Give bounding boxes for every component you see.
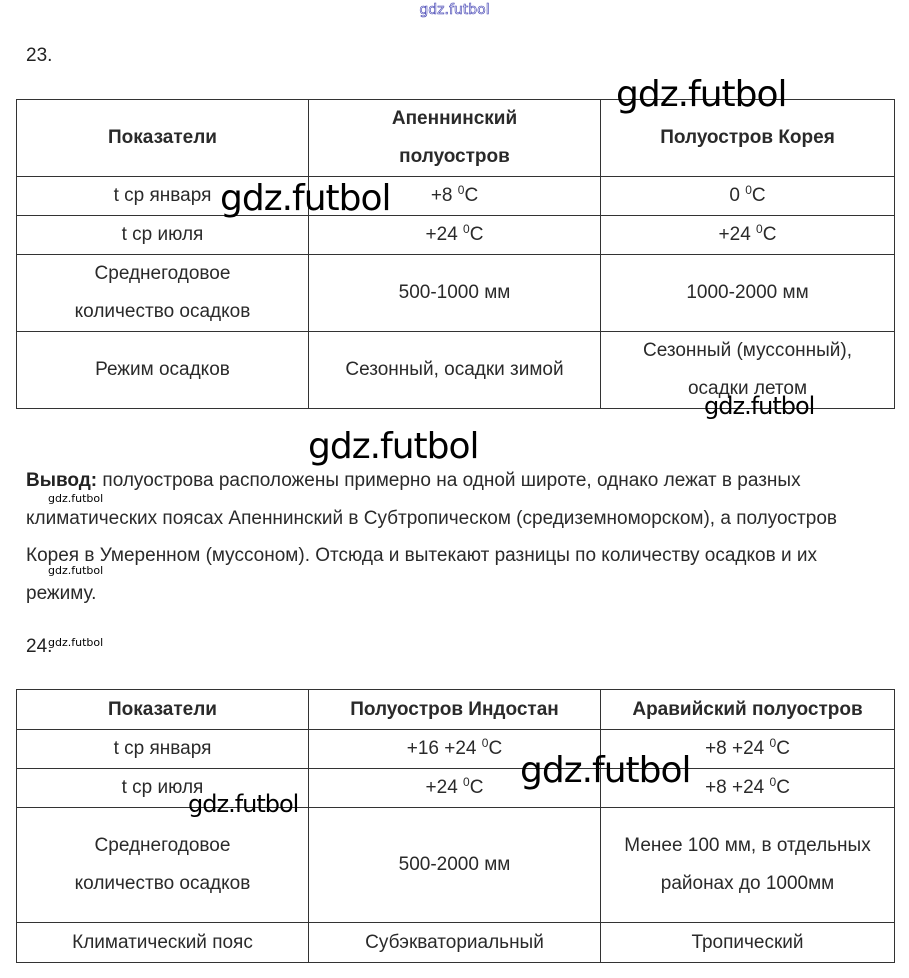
table-row bbox=[17, 808, 895, 923]
header-cell: Показатели bbox=[17, 100, 309, 177]
table-row bbox=[17, 923, 895, 963]
row-label: t ср января bbox=[17, 730, 309, 769]
task-23-table bbox=[16, 99, 895, 409]
row-label: t ср июля bbox=[17, 769, 309, 808]
row-label: Климатический пояс bbox=[17, 923, 309, 963]
table-header-row bbox=[17, 690, 895, 730]
row-label: Режим осадков bbox=[17, 332, 309, 409]
table-cell: +8 +24 $^0$C bbox=[601, 769, 895, 808]
table-row bbox=[17, 769, 895, 808]
row-label: Среднегодовое количество осадков bbox=[17, 255, 309, 332]
table-cell: 0 $^0$C bbox=[601, 177, 895, 216]
table-cell: 500-1000 мм bbox=[309, 255, 601, 332]
watermark: gdz.futbol bbox=[48, 564, 104, 577]
top-watermark: gdz.futbol bbox=[419, 2, 490, 18]
table-row bbox=[17, 730, 895, 769]
row-label: t ср января bbox=[17, 177, 309, 216]
header-cell: Апеннинский полуостров bbox=[309, 100, 601, 177]
table-row bbox=[17, 255, 895, 332]
header-cell: Полуостров Корея bbox=[601, 100, 895, 177]
watermark: gdz.futbol bbox=[48, 492, 104, 505]
header-cell: Полуостров Индостан bbox=[309, 690, 601, 730]
table-cell: Менее 100 мм, в отдельных районах до 1000мм bbox=[601, 808, 895, 923]
conclusion-text: полуострова расположены примерно на одной широте, однако лежат в разных климатических поясах Апеннинский в Субтропическом (средиземноморском), а полуостров Корея в Умеренном (муссоном). Отсюда и вытекают разницы по количеству осадков и их режиму. bbox=[26, 470, 837, 604]
conclusion-label: Вывод: bbox=[26, 470, 98, 491]
table-cell: Тропический bbox=[601, 923, 895, 963]
table-row bbox=[17, 216, 895, 255]
table-cell: +8 $^0$C bbox=[309, 177, 601, 216]
table-cell: +8 +24 $^0$C bbox=[601, 730, 895, 769]
table-cell: 1000-2000 мм bbox=[601, 255, 895, 332]
table-cell: +16 +24 $^0$C bbox=[309, 730, 601, 769]
watermark: gdz.futbol bbox=[704, 392, 815, 420]
header-cell: Аравийский полуостров bbox=[601, 690, 895, 730]
table-cell: +24 $^0$C bbox=[601, 216, 895, 255]
table-cell: Сезонный, осадки зимой bbox=[309, 332, 601, 409]
watermark: gdz.futbol bbox=[616, 74, 787, 115]
table-row bbox=[17, 177, 895, 216]
task-24-number: 24. bbox=[26, 636, 53, 657]
table-cell: 500-2000 мм bbox=[309, 808, 601, 923]
row-label: t ср июля bbox=[17, 216, 309, 255]
header-cell: Показатели bbox=[17, 690, 309, 730]
watermark: gdz.futbol bbox=[220, 178, 391, 219]
row-label: Среднегодовое количество осадков bbox=[17, 808, 309, 923]
watermark: gdz.futbol bbox=[520, 750, 691, 791]
watermark: gdz.futbol bbox=[48, 636, 104, 649]
table-cell: +24 $^0$C bbox=[309, 216, 601, 255]
watermark: gdz.futbol bbox=[188, 790, 299, 818]
table-cell: +24 $^0$C bbox=[309, 769, 601, 808]
task-23-number: 23. bbox=[26, 45, 53, 66]
table-cell: Субэкваториальный bbox=[309, 923, 601, 963]
table-cell: Сезонный (муссонный), осадки летом bbox=[601, 332, 895, 409]
task-24-table bbox=[16, 689, 895, 963]
conclusion-paragraph bbox=[26, 462, 886, 612]
watermark: gdz.futbol bbox=[308, 426, 479, 467]
